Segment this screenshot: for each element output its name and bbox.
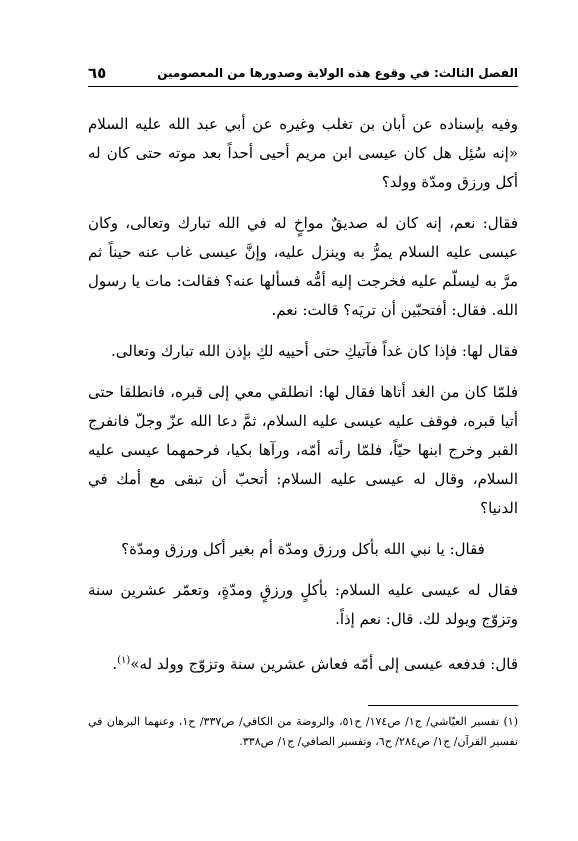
paragraph: فقال له عيسى عليه السلام: بأكلٍ ورزقٍ ومدّةٍ، وتعمّر عشرين سنة وتزوّج ويولد لك. قال: نعم إذاً. (88, 581, 518, 628)
paragraph: فقال لها: فإذا كان غداً فآتيكِ حتى أحييه لكِ بإذن الله تبارك وتعالى. (110, 342, 518, 360)
footnote: (١) تفسير العيّاشي/ ج١/ ص١٧٤/ ح٥١، والروضة من الكافي/ ص٣٣٧/ ح١، وعنهما البرهان في تفسير القرآن/ ج١/ ص٢٨٤/ ح٦، وتفسير الصافي/ ج١/ ص٣٣٨. (88, 715, 518, 748)
footnote-divider (368, 705, 518, 706)
footnote-marker: (١) (117, 655, 131, 666)
page-number: ٦٥ (88, 64, 107, 82)
paragraph: فقال: يا نبي الله بأكل ورزق ومدّة أم بغير أكل ورزق ومدّة؟ (121, 540, 485, 558)
main-text (88, 110, 518, 691)
paragraph-last: قال: فدفعه عيسى إلى أمّه فعاش عشرين سنة وتزوّج وولد له»$^{(١)}$. (112, 655, 518, 673)
header-divider (88, 86, 518, 87)
paragraph: فقال: نعم، إنه كان له صديقٌ مواخٍ له في الله تبارك وتعالى، وكان عيسى عليه السلام يمرُّ به وينزل عليه، وإنَّ عيسى غاب عنه حيناً ثم مرَّ به ليسلّم عليه فخرجت إليه أمُّه فسألها عنه؟ فقالت: مات يا رسول الله. فقال: أفتحبّين أن تريَه؟ قالت: نعم. (88, 214, 518, 319)
paragraph: فلمّا كان من الغد أتاها فقال لها: انطلقي معي إلى قبره، فانطلقا حتى أتيا قبره، فوقف عليه عيسى عليه السلام، ثمَّ دعا الله عزّ وجلّ فانفرج القبر وخرج ابنها حيّاً، فلمّا رأته أمّه، ورآها بكيا، فرحمهما عيسى عليه السلام، وقال له عيسى عليه السلام: أتحبّ أن تبقى مع أمك في الدنيا؟ (88, 383, 518, 517)
paragraph-text: قال: فدفعه عيسى إلى أمّه فعاش عشرين سنة وتزوّج وولد له» (130, 655, 518, 673)
running-header (88, 60, 518, 86)
paragraph: وفيه بإسناده عن أبان بن تغلب وغيره عن أبي عبد الله عليه السلام «إنه سُئِل هل كان عيسى ابن مريم أحيى أحداً بعد موته حتى كان له أكل ورزق ومدّة وولد؟ (88, 115, 518, 191)
chapter-title: الفصل الثالث: في وقوع هذه الولاية وصدورها من المعصومين (157, 66, 518, 80)
